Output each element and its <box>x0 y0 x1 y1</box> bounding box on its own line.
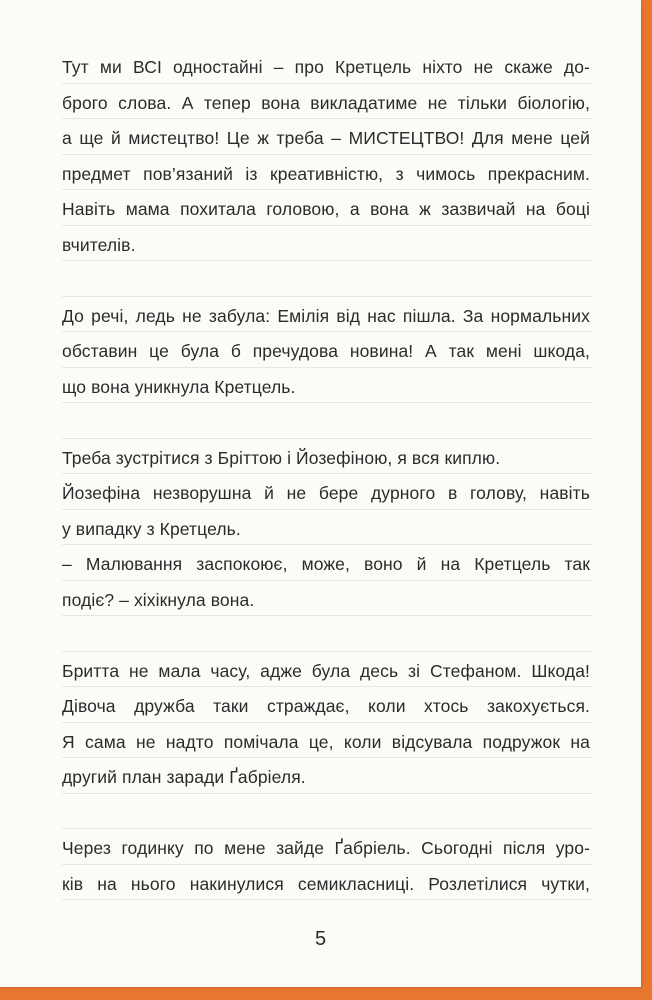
text-line: подіє? – хіхікнула вона. <box>62 589 255 610</box>
page-number: 5 <box>314 928 327 950</box>
text-line: – Малювання заспокоює, може, воно й на Кретцель так <box>62 554 590 574</box>
text-line: Навіть мама похитала головою, а вона ж зазвичай на боці <box>62 199 590 219</box>
paragraph-2 <box>62 299 590 406</box>
text-line: Треба зустрітися з Бріттою і Йозефіною, я вся киплю. <box>62 447 501 468</box>
paragraph-4 <box>62 654 590 796</box>
text-line: що вона уникнула Кретцель. <box>62 376 296 397</box>
text-line: Дівоча дружба таки страждає, коли хтось закохується. <box>62 696 590 716</box>
text-line: вчителів. <box>62 234 136 255</box>
text-line: у випадку з Кретцель. <box>62 518 241 539</box>
text-line: ків на нього накинулися семикласниці. Розлетілися чутки, <box>62 873 590 894</box>
paragraph-5 <box>62 831 590 902</box>
paragraph-1 <box>62 50 590 263</box>
text-line: другий план заради Ґабріеля. <box>62 767 306 787</box>
text-line: Бритта не мала часу, адже була десь зі Стефаном. Шкода! <box>62 660 590 681</box>
text-line: Йозефіна незворушна й не бере дурного в голову, навіть <box>62 483 590 503</box>
text-line: Тут ми ВСІ одностайні – про Кретцель ніхто не скаже до- <box>62 57 590 77</box>
text-line: брого слова. А тепер вона викладатиме не тільки біологію, <box>62 92 590 113</box>
text-line: До речі, ледь не забула: Емілія від нас пішла. За нормальних <box>62 305 590 326</box>
text-line: а ще й мистецтво! Це ж треба – МИСТЕЦТВО! Для мене цей <box>62 128 590 148</box>
text-line: Через годинку по мене зайде Ґабріель. Сьогодні після уро- <box>62 838 590 858</box>
text-line: Я сама не надто помічала це, коли відсувала подружок на <box>62 731 590 752</box>
text-line: обставин це була б пречудова новина! А так мені шкода, <box>62 341 590 361</box>
text-line: предмет пов’язаний із креативністю, з чимось прекрасним. <box>62 163 590 184</box>
page-body <box>62 50 590 938</box>
paragraph-3 <box>62 441 590 619</box>
